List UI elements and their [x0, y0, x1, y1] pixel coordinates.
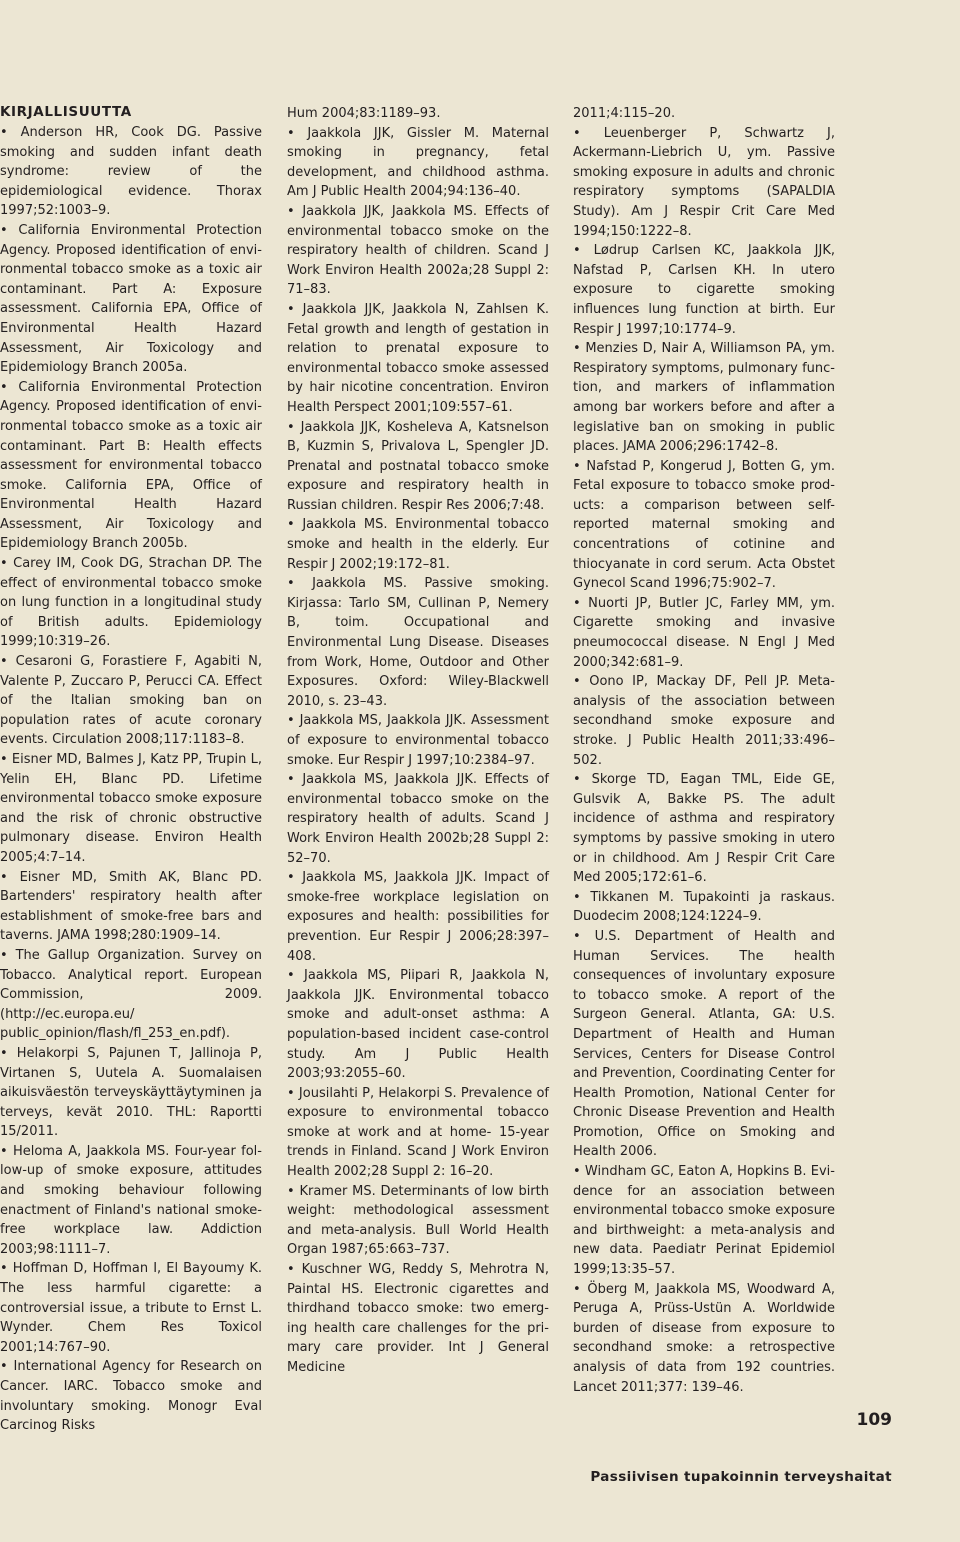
reference-entry: • International Agency for Research on Cancer. IARC. Tobacco smoke and involuntary smoking. Monogr Eval Carcinog Risks [0, 1359, 262, 1434]
reference-entry: • Heloma A, Jaakkola MS. Four-year follow-up of smoke exposure, attitudes and smoking behaviour following enactment of Finland's national smoke-free workplace law. Addiction 2003;98:1111–7. [0, 1143, 262, 1257]
reference-entry: • Jaakkola MS, Jaakkola JJK. Assessment of exposure to environmental tobacco smoke. Eur Respir J 1997;10:2384–97. [287, 713, 549, 768]
reference-entry: • Jaakkola MS. Passive smoking. Kirjassa: Tarlo SM, Cullinan P, Nemery B, toim. Occupational and Environmental Lung Disease. Diseases from Work, Home, Outdoor and Other Exposures. Oxford: Wiley-Blackwell 2010, s. 23–43. [287, 576, 549, 709]
reference-entry: • Jaakkola MS, Jaakkola JJK. Impact of smoke-free workplace legislation on exposures and health: possibilities for prevention. Eur Respir J 2006;28:397–408. [287, 870, 549, 964]
reference-entry: • Eisner MD, Smith AK, Blanc PD. Bartenders' respiratory health after establishment of smoke-free bars and taverns. JAMA 1998;280:1909–14. [0, 869, 262, 944]
reference-entry: • Carey IM, Cook DG, Strachan DP. The effect of environmental tobacco smoke on lung function in a longitudinal study of British adults. Epidemiology 1999;10:319–26. [0, 556, 262, 650]
reference-entry: • Nafstad P, Kongerud J, Botten G, ym. Fetal exposure to tobacco smoke products: a comparison between self-reported maternal smoking and concentrations of cotinine and thiocyanate in cord serum. Acta Obstet Gynecol Scand 1996;75:902–7. [573, 458, 835, 592]
reference-entry: 2011;4:115–20. [573, 106, 676, 121]
reference-entry: • Jousilahti P, Helakorpi S. Prevalence of exposure to environmental tobacco smoke at work and at home- 15-year trends in Finland. Scand J Work Environ Health 2002;28 Suppl 2: 16–20. [287, 1085, 549, 1180]
reference-entry: • The Gallup Organization. Survey on Tobacco. Analytical report. European Commission, 2009. (http://ec.europa.eu/ public_opinion/flash/fl_253_en.pdf). [0, 947, 262, 1042]
reference-entry: Hum 2004;83:1189–93. [287, 106, 441, 121]
reference-entry: • California Environmental Protection Agency. Proposed identification of environmental tobacco smoke as a toxic air contaminant. Part A: Exposure assessment. California EPA, Office of Environmental Health Hazard Assessment, Air Toxicology and Epidemiology Branch 2005a. [0, 222, 262, 376]
reference-column-2 [287, 104, 549, 1378]
reference-entry: • Kramer MS. Determinants of low birth weight: methodological assessment and meta-analysis. Bull World Health Organ 1987;65:663–737. [287, 1183, 549, 1258]
reference-entry: • Oono IP, Mackay DF, Pell JP. Meta-analysis of the association between secondhand smoke exposure and stroke. J Public Health 2011;33:496–502. [573, 674, 835, 768]
reference-entry: • Jaakkola MS, Jaakkola JJK. Effects of environmental tobacco smoke on the respiratory health of adults. Scand J Work Environ Health 2002b;28 Suppl 2: 52–70. [287, 772, 549, 866]
reference-entry: • Jaakkola JJK, Jaakkola N, Zahlsen K. Fetal growth and length of gestation in relation to prenatal exposure to environmental tobacco smoke assessed by hair nicotine concentration. Environ Health Perspect 2001;109:557–61. [287, 301, 549, 415]
reference-entry: • Menzies D, Nair A, Williamson PA, ym. Respiratory symptoms, pulmonary function, and markers of inflammation among bar workers before and after a legislative ban on smoking in public places. JAMA 2006;296:1742–8. [573, 341, 835, 455]
reference-entry: • Öberg M, Jaakkola MS, Woodward A, Peruga A, Prüss-Ustün A. Worldwide burden of disease from exposure to secondhand smoke: a retrospective analysis of data from 192 countries. Lancet 2011;377: 139–46. [573, 1281, 835, 1395]
reference-entry: • Jaakkola JJK, Gissler M. Maternal smoking in pregnancy, fetal development, and childhood asthma. Am J Public Health 2004;94:136–40. [287, 125, 549, 200]
reference-entry: • Lødrup Carlsen KC, Jaakkola JJK, Nafstad P, Carlsen KH. In utero exposure to cigarette smoking influences lung function at birth. Eur Respir J 1997;10:1774–9. [573, 243, 835, 337]
reference-entry: • Nuorti JP, Butler JC, Farley MM, ym. Cigarette smoking and invasive pneumococcal disease. N Engl J Med 2000;342:681–9. [573, 595, 835, 670]
reference-entry: • Tikkanen M. Tupakointi ja raskaus. Duodecim 2008;124:1224–9. [573, 889, 835, 925]
reference-column-3 [573, 104, 835, 1397]
running-footer: Passiivisen tupakoinnin terveyshaitat [590, 1469, 892, 1485]
reference-entry: • Jaakkola JJK, Kosheleva A, Katsnelson B, Kuzmin S, Privalova L, Spengler JD. Prenatal and postnatal tobacco smoke exposure and respiratory health in Russian children. Respir Res 2006;7:48. [287, 419, 549, 513]
reference-entry: • U.S. Department of Health and Human Services. The health consequences of involuntary exposure to tobacco smoke. A report of the Surgeon General. Atlanta, GA: U.S. Department of Health and Human Services, Centers for Disease Control and Prevention, Coordinating Center for Health Promotion, National Center for Chronic Disease Prevention and Health Promotion, Office on Smoking and Health 2006. [573, 928, 835, 1160]
reference-entry: • Jaakkola MS. Environmental tobacco smoke and health in the elderly. Eur Respir J 2002;19:172–81. [287, 517, 549, 572]
reference-entry: • Kuschner WG, Reddy S, Mehrotra N, Paintal HS. Electronic cigarettes and thirdhand tobacco smoke: two emerging health care challenges for the primary care provider. Int J General Medicine [287, 1262, 549, 1375]
page-number: 109 [856, 1410, 892, 1430]
references-heading: KIRJALLISUUTTA [0, 104, 132, 120]
reference-entry: • Leuenberger P, Schwartz J, Ackermann-Liebrich U, ym. Passive smoking exposure in adults and chronic respiratory symptoms (SAPALDIA Study). Am J Respir Crit Care Med 1994;150:1222–8. [573, 125, 835, 239]
reference-entry: • Eisner MD, Balmes J, Katz PP, Trupin L, Yelin EH, Blanc PD. Lifetime environmental tobacco smoke exposure and the risk of chronic obstructive pulmonary disease. Environ Health 2005;4:7–14. [0, 752, 262, 865]
reference-entry: • Jaakkola MS, Piipari R, Jaakkola N, Jaakkola JJK. Environmental tobacco smoke and adult-onset asthma: A population-based incident case-control study. Am J Public Health 2003;93:2055–60. [287, 968, 549, 1082]
reference-entry: • Cesaroni G, Forastiere F, Agabiti N, Valente P, Zuccaro P, Perucci CA. Effect of the Italian smoking ban on population rates of acute coronary events. Circulation 2008;117:1183–8. [0, 654, 262, 748]
reference-entry: • Windham GC, Eaton A, Hopkins B. Evidence for an association between environmental tobacco smoke exposure and birthweight: a meta-analysis and new data. Paediatr Perinat Epidemiol 1999;13:35–57. [573, 1164, 835, 1278]
reference-column-1 [0, 123, 262, 1436]
reference-entry: • Anderson HR, Cook DG. Passive smoking and sudden infant death syndrome: review of the epidemiological evidence. Thorax 1997;52:1003–9. [0, 125, 262, 219]
reference-entry: • Helakorpi S, Pajunen T, Jallinoja P, Virtanen S, Uutela A. Suomalaisen aikuisväestön terveyskäyttäytyminen ja terveys, kevät 2010. THL: Raportti 15/2011. [0, 1045, 262, 1140]
reference-entry: • California Environmental Protection Agency. Proposed identification of environmental tobacco smoke as a toxic air contaminant. Part B: Health effects assessment for environmental tobacco smoke. California EPA, Office of Environmental Health Hazard Assessment, Air Toxicology and Epidemiology Branch 2005b. [0, 379, 262, 552]
reference-entry: • Jaakkola JJK, Jaakkola MS. Effects of environmental tobacco smoke on the respiratory health of children. Scand J Work Environ Health 2002a;28 Suppl 2: 71–83. [287, 203, 549, 298]
reference-entry: • Skorge TD, Eagan TML, Eide GE, Gulsvik A, Bakke PS. The adult incidence of asthma and respiratory symptoms by passive smoking in utero or in childhood. Am J Respir Crit Care Med 2005;172:61–6. [573, 772, 835, 886]
reference-entry: • Hoffman D, Hoffman I, El Bayoumy K. The less harmful cigarette: a controversial issue, a tribute to Ernst L. Wynder. Chem Res Toxicol 2001;14:767–90. [0, 1261, 262, 1355]
